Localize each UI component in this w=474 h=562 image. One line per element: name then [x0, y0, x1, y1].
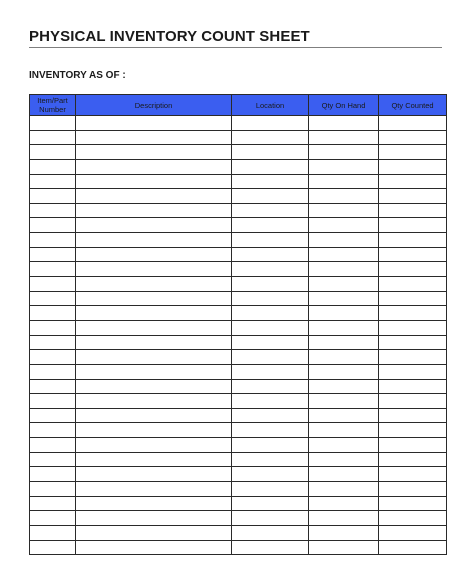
qty-counted-cell[interactable]	[379, 189, 447, 204]
location-cell[interactable]	[232, 262, 309, 277]
item-part-number-cell[interactable]	[30, 218, 76, 233]
table-row	[30, 438, 447, 453]
location-cell[interactable]	[232, 291, 309, 306]
column-header-qty-on-hand: Qty On Hand	[309, 95, 379, 116]
table-row	[30, 364, 447, 379]
table-row	[30, 247, 447, 262]
location-cell[interactable]	[232, 335, 309, 350]
qty-counted-cell[interactable]	[379, 438, 447, 453]
qty-on-hand-cell[interactable]	[309, 394, 379, 409]
title-divider	[29, 47, 442, 48]
qty-counted-cell[interactable]	[379, 482, 447, 497]
qty-on-hand-cell[interactable]	[309, 306, 379, 321]
table-row	[30, 452, 447, 467]
table-row	[30, 467, 447, 482]
qty-on-hand-cell[interactable]	[309, 408, 379, 423]
qty-counted-cell[interactable]	[379, 145, 447, 160]
location-cell[interactable]	[232, 277, 309, 292]
qty-counted-cell[interactable]	[379, 496, 447, 511]
location-cell[interactable]	[232, 116, 309, 131]
item-part-number-cell[interactable]	[30, 482, 76, 497]
item-part-number-cell[interactable]	[30, 525, 76, 540]
table-row	[30, 423, 447, 438]
item-part-number-cell[interactable]	[30, 320, 76, 335]
qty-counted-cell[interactable]	[379, 174, 447, 189]
location-cell[interactable]	[232, 452, 309, 467]
qty-on-hand-cell[interactable]	[309, 482, 379, 497]
table-row	[30, 350, 447, 365]
item-part-number-cell[interactable]	[30, 540, 76, 555]
description-cell[interactable]	[76, 262, 232, 277]
table-row	[30, 218, 447, 233]
qty-counted-cell[interactable]	[379, 350, 447, 365]
item-part-number-cell[interactable]	[30, 130, 76, 145]
inventory-as-of	[29, 70, 142, 81]
description-cell[interactable]	[76, 525, 232, 540]
qty-counted-cell[interactable]	[379, 335, 447, 350]
item-part-number-cell[interactable]	[30, 394, 76, 409]
table-row	[30, 408, 447, 423]
item-part-number-cell[interactable]	[30, 364, 76, 379]
description-cell[interactable]	[76, 423, 232, 438]
item-part-number-cell[interactable]	[30, 379, 76, 394]
qty-on-hand-cell[interactable]	[309, 189, 379, 204]
column-header-qty-counted: Qty Counted	[379, 95, 447, 116]
item-part-number-cell[interactable]	[30, 262, 76, 277]
item-part-number-cell[interactable]	[30, 174, 76, 189]
qty-on-hand-cell[interactable]	[309, 452, 379, 467]
column-header-location: Location	[232, 95, 309, 116]
item-part-number-cell[interactable]	[30, 189, 76, 204]
location-cell[interactable]	[232, 247, 309, 262]
qty-on-hand-cell[interactable]	[309, 496, 379, 511]
page-title: PHYSICAL INVENTORY COUNT SHEET	[29, 28, 310, 45]
table-row	[30, 394, 447, 409]
table-row	[30, 291, 447, 306]
qty-counted-cell[interactable]	[379, 291, 447, 306]
description-cell[interactable]	[76, 482, 232, 497]
location-cell[interactable]	[232, 130, 309, 145]
description-cell[interactable]	[76, 159, 232, 174]
item-part-number-cell[interactable]	[30, 350, 76, 365]
qty-on-hand-cell[interactable]	[309, 218, 379, 233]
description-cell[interactable]	[76, 174, 232, 189]
location-cell[interactable]	[232, 306, 309, 321]
qty-on-hand-cell[interactable]	[309, 335, 379, 350]
table-row	[30, 482, 447, 497]
qty-on-hand-cell[interactable]	[309, 291, 379, 306]
description-cell[interactable]	[76, 438, 232, 453]
item-part-number-cell[interactable]	[30, 438, 76, 453]
item-part-number-cell[interactable]	[30, 423, 76, 438]
description-cell[interactable]	[76, 394, 232, 409]
inventory-as-of-label: INVENTORY AS OF :	[29, 70, 126, 81]
description-cell[interactable]	[76, 452, 232, 467]
location-cell[interactable]	[232, 540, 309, 555]
description-cell[interactable]	[76, 291, 232, 306]
qty-on-hand-cell[interactable]	[309, 233, 379, 248]
item-part-number-cell[interactable]	[30, 247, 76, 262]
qty-counted-cell[interactable]	[379, 233, 447, 248]
description-cell[interactable]	[76, 130, 232, 145]
qty-counted-cell[interactable]	[379, 218, 447, 233]
item-part-number-cell[interactable]	[30, 452, 76, 467]
description-cell[interactable]	[76, 145, 232, 160]
description-cell[interactable]	[76, 233, 232, 248]
description-cell[interactable]	[76, 379, 232, 394]
column-header-item-part-number: Item/Part Number	[30, 95, 76, 116]
qty-on-hand-cell[interactable]	[309, 379, 379, 394]
qty-counted-cell[interactable]	[379, 320, 447, 335]
location-cell[interactable]	[232, 320, 309, 335]
qty-counted-cell[interactable]	[379, 467, 447, 482]
qty-on-hand-cell[interactable]	[309, 350, 379, 365]
description-cell[interactable]	[76, 116, 232, 131]
description-cell[interactable]	[76, 496, 232, 511]
item-part-number-cell[interactable]	[30, 496, 76, 511]
qty-counted-cell[interactable]	[379, 394, 447, 409]
qty-on-hand-cell[interactable]	[309, 540, 379, 555]
qty-counted-cell[interactable]	[379, 511, 447, 526]
location-cell[interactable]	[232, 394, 309, 409]
qty-counted-cell[interactable]	[379, 130, 447, 145]
location-cell[interactable]	[232, 218, 309, 233]
item-part-number-cell[interactable]	[30, 408, 76, 423]
qty-on-hand-cell[interactable]	[309, 320, 379, 335]
inventory-count-table	[29, 94, 447, 555]
table-row	[30, 145, 447, 160]
item-part-number-cell[interactable]	[30, 335, 76, 350]
qty-counted-cell[interactable]	[379, 203, 447, 218]
qty-counted-cell[interactable]	[379, 452, 447, 467]
column-header-description: Description	[76, 95, 232, 116]
item-part-number-cell[interactable]	[30, 277, 76, 292]
location-cell[interactable]	[232, 203, 309, 218]
qty-counted-cell[interactable]	[379, 306, 447, 321]
description-cell[interactable]	[76, 320, 232, 335]
table-row	[30, 159, 447, 174]
location-cell[interactable]	[232, 350, 309, 365]
qty-counted-cell[interactable]	[379, 277, 447, 292]
table-row	[30, 203, 447, 218]
description-cell[interactable]	[76, 306, 232, 321]
location-cell[interactable]	[232, 233, 309, 248]
table-row	[30, 525, 447, 540]
qty-on-hand-cell[interactable]	[309, 423, 379, 438]
qty-on-hand-cell[interactable]	[309, 262, 379, 277]
location-cell[interactable]	[232, 511, 309, 526]
qty-on-hand-cell[interactable]	[309, 467, 379, 482]
qty-on-hand-cell[interactable]	[309, 247, 379, 262]
qty-counted-cell[interactable]	[379, 159, 447, 174]
description-cell[interactable]	[76, 203, 232, 218]
item-part-number-cell[interactable]	[30, 291, 76, 306]
item-part-number-cell[interactable]	[30, 233, 76, 248]
item-part-number-cell[interactable]	[30, 306, 76, 321]
location-cell[interactable]	[232, 438, 309, 453]
table-row	[30, 306, 447, 321]
description-cell[interactable]	[76, 350, 232, 365]
qty-counted-cell[interactable]	[379, 262, 447, 277]
table-row	[30, 116, 447, 131]
location-cell[interactable]	[232, 189, 309, 204]
qty-on-hand-cell[interactable]	[309, 364, 379, 379]
description-cell[interactable]	[76, 511, 232, 526]
location-cell[interactable]	[232, 408, 309, 423]
table-row	[30, 189, 447, 204]
description-cell[interactable]	[76, 335, 232, 350]
qty-on-hand-cell[interactable]	[309, 116, 379, 131]
qty-on-hand-cell[interactable]	[309, 277, 379, 292]
location-cell[interactable]	[232, 482, 309, 497]
qty-on-hand-cell[interactable]	[309, 159, 379, 174]
description-cell[interactable]	[76, 218, 232, 233]
table-row	[30, 174, 447, 189]
description-cell[interactable]	[76, 364, 232, 379]
description-cell[interactable]	[76, 247, 232, 262]
table-body	[30, 116, 447, 555]
qty-on-hand-cell[interactable]	[309, 203, 379, 218]
qty-counted-cell[interactable]	[379, 364, 447, 379]
location-cell[interactable]	[232, 467, 309, 482]
qty-on-hand-cell[interactable]	[309, 174, 379, 189]
location-cell[interactable]	[232, 379, 309, 394]
item-part-number-cell[interactable]	[30, 203, 76, 218]
qty-on-hand-cell[interactable]	[309, 130, 379, 145]
table-row	[30, 511, 447, 526]
qty-counted-cell[interactable]	[379, 423, 447, 438]
qty-on-hand-cell[interactable]	[309, 525, 379, 540]
item-part-number-cell[interactable]	[30, 145, 76, 160]
qty-counted-cell[interactable]	[379, 525, 447, 540]
description-cell[interactable]	[76, 189, 232, 204]
qty-on-hand-cell[interactable]	[309, 145, 379, 160]
location-cell[interactable]	[232, 364, 309, 379]
table-row	[30, 540, 447, 555]
table-row	[30, 496, 447, 511]
description-cell[interactable]	[76, 540, 232, 555]
item-part-number-cell[interactable]	[30, 116, 76, 131]
qty-counted-cell[interactable]	[379, 379, 447, 394]
table-row	[30, 335, 447, 350]
description-cell[interactable]	[76, 277, 232, 292]
qty-on-hand-cell[interactable]	[309, 511, 379, 526]
table-row	[30, 233, 447, 248]
table-row	[30, 320, 447, 335]
item-part-number-cell[interactable]	[30, 467, 76, 482]
location-cell[interactable]	[232, 525, 309, 540]
qty-counted-cell[interactable]	[379, 116, 447, 131]
description-cell[interactable]	[76, 408, 232, 423]
location-cell[interactable]	[232, 423, 309, 438]
table-header-row	[30, 95, 447, 116]
qty-counted-cell[interactable]	[379, 247, 447, 262]
table-row	[30, 262, 447, 277]
table-row	[30, 379, 447, 394]
location-cell[interactable]	[232, 174, 309, 189]
location-cell[interactable]	[232, 496, 309, 511]
qty-on-hand-cell[interactable]	[309, 438, 379, 453]
item-part-number-cell[interactable]	[30, 159, 76, 174]
description-cell[interactable]	[76, 467, 232, 482]
qty-counted-cell[interactable]	[379, 540, 447, 555]
table-row	[30, 277, 447, 292]
qty-counted-cell[interactable]	[379, 408, 447, 423]
item-part-number-cell[interactable]	[30, 511, 76, 526]
table-row	[30, 130, 447, 145]
location-cell[interactable]	[232, 159, 309, 174]
location-cell[interactable]	[232, 145, 309, 160]
